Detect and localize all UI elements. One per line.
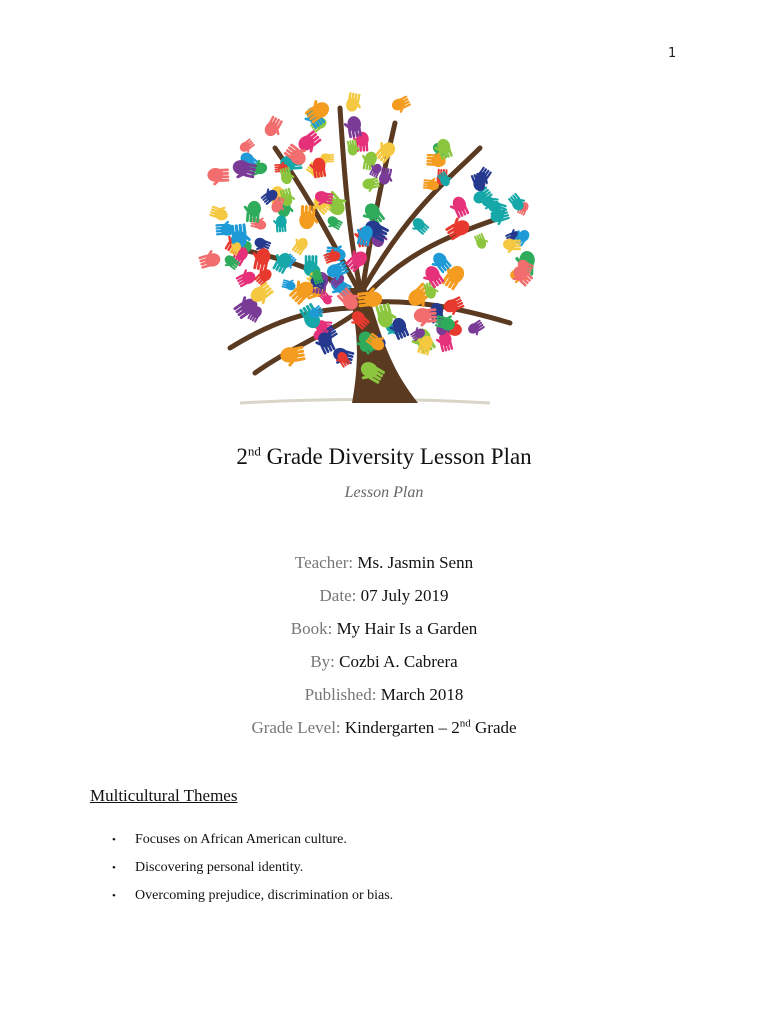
hand-icon <box>345 92 364 114</box>
hand-icon <box>242 200 261 223</box>
detail-author <box>0 651 768 684</box>
grade-value-suffix: Grade <box>470 718 517 737</box>
hand-icon <box>279 344 306 368</box>
detail-date <box>0 585 768 618</box>
list-item <box>112 854 393 882</box>
section-heading-themes: Multicultural Themes <box>90 786 238 805</box>
hand-icon <box>342 115 363 139</box>
detail-label: Date: <box>319 586 357 605</box>
detail-label: Teacher: <box>294 553 354 572</box>
themes-list <box>112 826 393 910</box>
detail-value <box>345 718 517 737</box>
detail-label: Book: <box>290 619 333 638</box>
hand-icon <box>503 239 521 254</box>
hand-icon <box>302 95 332 124</box>
bullet-icon: • <box>112 862 116 874</box>
detail-value: 07 July 2019 <box>360 586 449 605</box>
detail-label: By: <box>310 652 335 671</box>
detail-label: Grade Level: <box>251 718 341 737</box>
tree-of-hands-illustration <box>180 88 550 408</box>
document-subtitle: Lesson Plan <box>344 484 424 501</box>
hand-icon <box>272 215 287 233</box>
detail-value: Cozbi A. Cabrera <box>339 652 458 671</box>
hand-icon <box>466 319 487 339</box>
hand-icon <box>413 307 438 328</box>
title-rest: Grade Diversity Lesson Plan <box>260 444 532 469</box>
detail-value: March 2018 <box>380 685 464 704</box>
hand-icon <box>209 203 231 223</box>
detail-book <box>0 618 768 651</box>
hand-icon <box>234 266 258 288</box>
list-item-text: Focuses on African American culture. <box>135 832 347 847</box>
bullet-icon: • <box>112 890 116 902</box>
list-item <box>112 882 393 910</box>
hand-icon <box>197 248 222 270</box>
detail-value: My Hair Is a Garden <box>336 619 478 638</box>
hand-icon <box>390 94 413 115</box>
detail-published <box>0 684 768 717</box>
page-number: 1 <box>668 46 677 61</box>
list-item-text: Overcoming prejudice, discrimination or bias. <box>135 888 394 903</box>
list-item <box>112 826 393 854</box>
grade-value-superscript: nd <box>459 717 471 730</box>
title-prefix: 2 <box>236 444 248 469</box>
grade-value-prefix: Kindergarten – 2 <box>344 718 460 737</box>
list-item-text: Discovering personal identity. <box>135 860 304 875</box>
hand-icon <box>442 295 467 318</box>
hand-icon <box>289 234 310 256</box>
detail-label: Published: <box>304 685 377 704</box>
detail-teacher <box>0 552 768 585</box>
lesson-details <box>0 552 768 750</box>
hand-icon <box>269 249 294 275</box>
bullet-icon: • <box>112 834 116 846</box>
hand-icon <box>473 232 490 251</box>
detail-value: Ms. Jasmin Senn <box>357 553 474 572</box>
hand-icon <box>215 220 235 237</box>
hand-icon <box>207 167 230 186</box>
hand-icon <box>262 115 286 140</box>
title-superscript: nd <box>247 443 261 459</box>
tree-branch <box>230 308 358 348</box>
hand-icon <box>447 195 471 220</box>
detail-grade-level <box>0 717 768 750</box>
document-title <box>0 444 768 470</box>
